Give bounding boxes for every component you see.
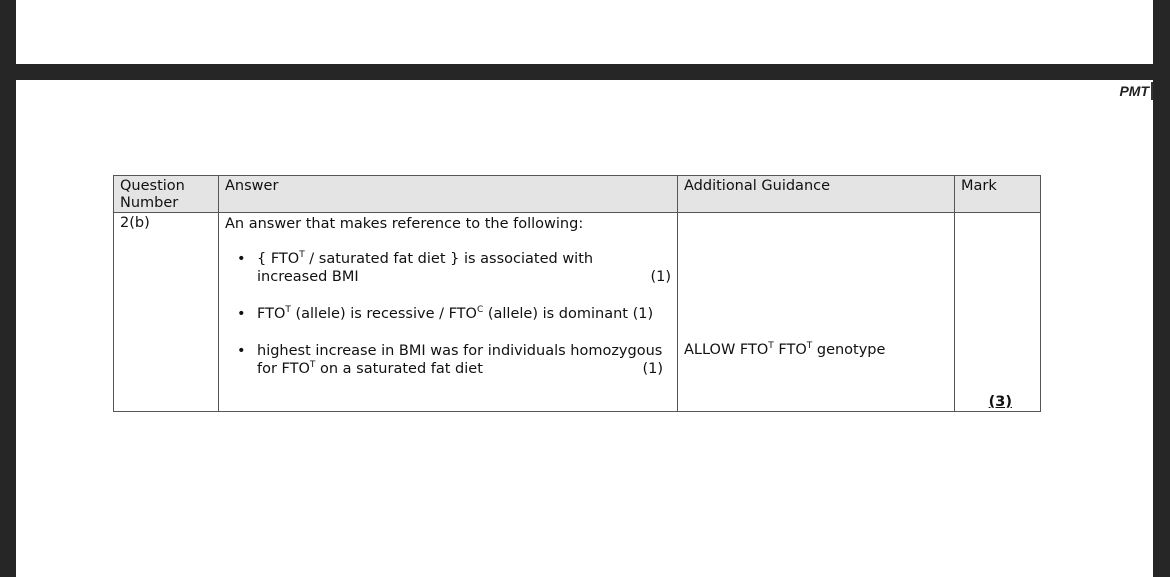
point-text: on a saturated fat diet <box>315 361 483 377</box>
mark-cell <box>955 213 1041 412</box>
point-mark: (1) <box>632 306 654 322</box>
answer-cell <box>219 213 678 412</box>
header-mark: Mark <box>955 176 1041 213</box>
guidance-part: FTO <box>773 342 807 358</box>
table-row <box>114 213 1041 412</box>
header-question-number: Question Number <box>114 176 219 213</box>
answer-intro: An answer that makes reference to the following: <box>225 216 584 232</box>
superscript: C <box>476 305 484 315</box>
guidance-part: ALLOW FTO <box>684 342 769 358</box>
point-text: / saturated fat diet } is associated with <box>304 251 594 267</box>
superscript: T <box>299 250 305 260</box>
guidance-cell <box>678 213 955 412</box>
point-text: highest increase in BMI was for individuals homozygous <box>257 343 663 359</box>
table-header-row <box>114 176 1041 213</box>
point-mark: (1) <box>642 361 663 377</box>
question-number: 2(b) <box>114 213 219 412</box>
point-text: (allele) is dominant <box>483 306 628 322</box>
superscript: T <box>806 341 813 351</box>
bullet-icon: • <box>237 343 246 359</box>
page-edge-bar <box>1151 82 1153 100</box>
header-answer: Answer <box>219 176 678 213</box>
list-item <box>225 305 671 323</box>
superscript: T <box>309 360 316 370</box>
header-additional-guidance: Additional Guidance <box>678 176 955 213</box>
point-text: { FTO <box>257 251 300 267</box>
answer-points <box>225 250 671 378</box>
guidance-text <box>684 341 885 359</box>
mark-scheme-table <box>113 175 1041 412</box>
point-text: FTO <box>257 306 286 322</box>
document-page <box>16 80 1153 577</box>
list-item <box>225 250 671 286</box>
point-text: (allele) is recessive / FTO <box>290 306 477 322</box>
bullet-icon: • <box>237 251 246 267</box>
guidance-part: genotype <box>812 342 886 358</box>
superscript: T <box>285 305 291 315</box>
bullet-icon: • <box>237 306 246 322</box>
point-mark: (1) <box>650 269 671 285</box>
superscript: T <box>768 341 774 351</box>
pmt-header-mark: PMT <box>1119 83 1149 99</box>
previous-page-bottom <box>16 0 1153 64</box>
point-text: for FTO <box>257 361 310 377</box>
list-item <box>225 342 671 378</box>
point-text: increased BMI <box>257 269 359 285</box>
total-mark: (3) <box>988 394 1012 410</box>
